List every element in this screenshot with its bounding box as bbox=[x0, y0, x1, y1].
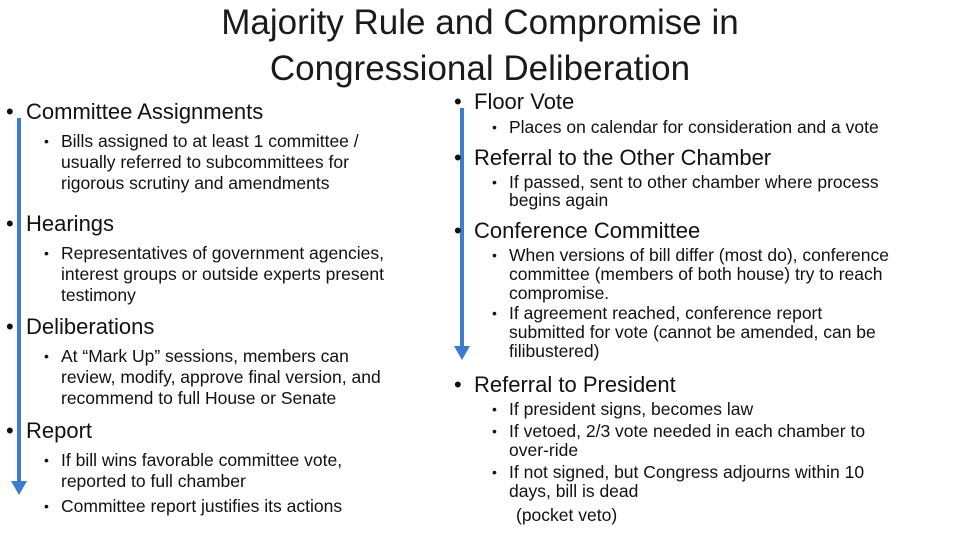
section-heading: • Deliberations bbox=[0, 315, 445, 339]
section-heading: • Referral to President bbox=[448, 373, 958, 397]
sub-bullet: • If not signed, but Congress adjourns within 10 days, bill is dead bbox=[448, 463, 958, 501]
sub-bullet: • If vetoed, 2/3 vote needed in each chamber to over-ride bbox=[448, 422, 958, 460]
sub-bullet: • If bill wins favorable committee vote, reported to full chamber bbox=[0, 450, 445, 492]
sub-bullet: • When versions of bill differ (most do), conference committee (members of both house) try to reach compromise. bbox=[448, 246, 958, 303]
section-heading: • Conference Committee bbox=[448, 219, 958, 243]
title-line-1: Majority Rule and Compromise in bbox=[221, 3, 739, 42]
sub-bullet: • Representatives of government agencies, interest groups or outside experts present testimony bbox=[0, 243, 445, 306]
section-heading: • Floor Vote bbox=[448, 90, 958, 114]
section-referral-president bbox=[448, 373, 958, 526]
section-hearings bbox=[0, 212, 445, 315]
left-column bbox=[0, 100, 445, 517]
section-heading: • Report bbox=[0, 419, 445, 443]
section-referral-other-chamber bbox=[448, 146, 958, 219]
sub-bullet: • Committee report justifies its actions bbox=[0, 496, 445, 517]
title-line-2: Congressional Deliberation bbox=[269, 49, 691, 88]
sub-bullet: • If passed, sent to other chamber where process begins again bbox=[448, 173, 958, 209]
sub-bullet: • Bills assigned to at least 1 committee / usually referred to subcommittees for rigorous scrutiny and amendments bbox=[0, 131, 445, 194]
section-heading: • Hearings bbox=[0, 212, 445, 236]
slide-title bbox=[0, 0, 960, 92]
sub-bullet: • At “Mark Up” sessions, members can review, modify, approve final version, and recommend to full House or Senate bbox=[0, 346, 445, 409]
sub-bullet: • Places on calendar for consideration and a vote bbox=[448, 117, 958, 138]
section-heading: • Referral to the Other Chamber bbox=[448, 146, 958, 170]
section-committee-assignments bbox=[0, 100, 445, 212]
section-floor-vote bbox=[448, 90, 958, 146]
pocket-veto-note: (pocket veto) bbox=[516, 505, 618, 525]
section-conference-committee bbox=[448, 219, 958, 373]
section-heading: • Committee Assignments bbox=[0, 100, 445, 124]
sub-bullet: • If president signs, becomes law bbox=[448, 400, 958, 419]
right-column bbox=[448, 90, 958, 526]
section-deliberations bbox=[0, 315, 445, 419]
section-report bbox=[0, 419, 445, 517]
sub-bullet: • If agreement reached, conference report submitted for vote (cannot be amended, can be filibustered) bbox=[448, 304, 958, 361]
